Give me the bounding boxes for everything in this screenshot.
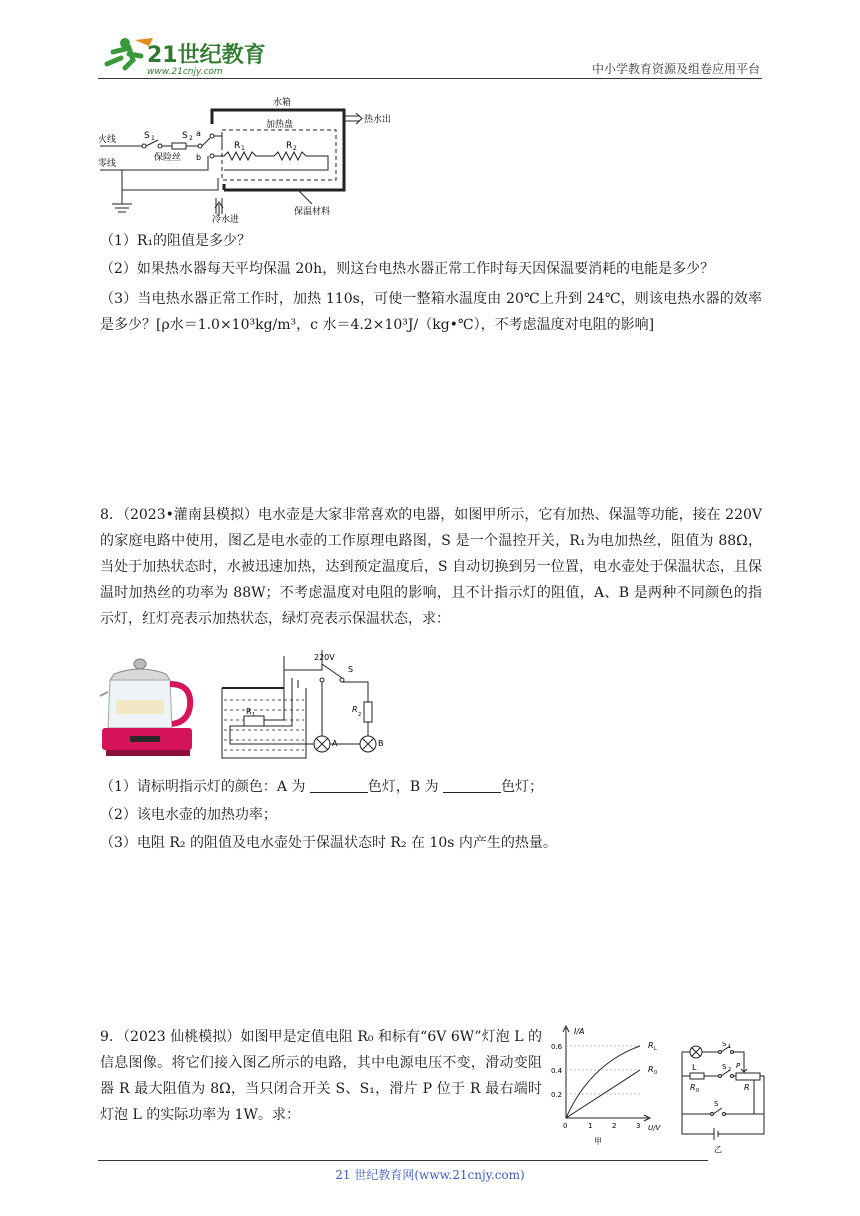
live-wire-label: 火线: [98, 135, 117, 145]
lamp-a-label: A: [332, 739, 338, 748]
curve-r0-sub: 0: [654, 1070, 658, 1076]
header-divider: [98, 78, 762, 79]
lamp-l-label: L: [692, 1063, 697, 1072]
y-tick-0.4: 0.4: [551, 1067, 563, 1075]
electric-kettle-image: [100, 656, 196, 760]
r2-label: R: [286, 141, 293, 151]
kettle-circuit-diagram: [214, 650, 414, 766]
q7-part1: （1）R₁的阻值是多少？: [100, 233, 252, 249]
x-tick-3: 3: [636, 1122, 641, 1130]
answer-blank-a[interactable]: [310, 778, 368, 793]
heating-plate-label: 加热盘: [266, 120, 294, 130]
y-tick-0.2: 0.2: [551, 1091, 563, 1099]
q9-circuit-diagram: [674, 1042, 770, 1154]
switch-s1-label: S: [722, 1042, 727, 1048]
cold-water-in-label: 冷水进: [212, 215, 240, 224]
q8-part1-mid: 色灯，B 为: [367, 779, 439, 795]
neutral-wire-label: 零线: [98, 159, 117, 169]
footer-divider: [98, 1160, 708, 1161]
fuse-label: 保险丝: [154, 153, 182, 163]
x-tick-0: 0: [563, 1122, 568, 1130]
contact-b-label: b: [196, 153, 202, 162]
rheostat-r-label: R: [744, 1083, 750, 1092]
contact-a-label: a: [196, 129, 201, 138]
graph-caption: 甲: [594, 1137, 602, 1146]
r0-label: R: [690, 1083, 696, 1092]
r1-label: R: [246, 707, 252, 716]
switch-s2-sub: 2: [189, 135, 193, 142]
q8-part2: （2）该电水壶的加热功率；: [100, 807, 277, 823]
switch-s1-sub: 1: [728, 1044, 732, 1050]
curve-rl-sub: L: [654, 1046, 657, 1052]
q7-part3: （3）当电热水器正常工作时，加热 110s，可使一整箱水温度由 20℃上升到 24℃，则该电热水器的效率是多少？[ρ水＝1.0×10³kg/m³，c 水＝4.2×10³J/（kg•℃），不考虑温度对电阻的影响]: [100, 291, 762, 333]
logo-url: www.21cnjy.com: [147, 67, 223, 76]
switch-s2-sub: 2: [728, 1067, 732, 1073]
curve-r0-label: R: [648, 1065, 654, 1074]
y-tick-0.6: 0.6: [551, 1043, 563, 1051]
switch-s1-sub: 1: [151, 135, 155, 142]
switch-s-label: S: [714, 1100, 719, 1108]
q8-part3: （3）电阻 R₂ 的阻值及电水壶处于保温状态时 R₂ 在 10s 内产生的热量。: [100, 835, 557, 851]
y-axis-label: I/A: [574, 1027, 585, 1036]
curve-rl-label: R: [648, 1041, 654, 1050]
switch-s2-label: S: [182, 131, 188, 141]
q7-part2: （2）如果热水器每天平均保温 20h，则这台电热水器正常工作时每天因保温要消耗的电能是多少？: [100, 261, 715, 277]
switch-s2-label: S: [722, 1063, 727, 1071]
voltage-label: 220V: [314, 653, 335, 662]
hot-water-out-label: 热水出: [364, 115, 392, 125]
r1-sub: 1: [241, 145, 245, 152]
q8-part1-tail: 色灯；: [501, 779, 544, 795]
footer-text[interactable]: 21 世纪教育网(www.21cnjy.com): [335, 1168, 525, 1182]
x-tick-2: 2: [612, 1122, 617, 1130]
lamp-b-label: B: [378, 739, 384, 748]
r1-sub: 1: [252, 712, 256, 718]
r2-label: R: [352, 705, 358, 714]
x-axis-label: U/V: [648, 1124, 661, 1132]
circuit-caption: 乙: [714, 1145, 722, 1154]
q8-part1: [100, 774, 762, 800]
logo-text: 21世纪教育: [147, 43, 265, 68]
switch-s-label: S: [348, 665, 354, 674]
q9-text: 9．（2023 仙桃模拟）如图甲是定值电阻 R₀ 和标有“6V 6W”灯泡 L 的信息图像。将它们接入图乙所示的电路，其中电源电压不变，滑动变阻器 R 最大阻值为 8Ω，当只闭合开关 S、S₁，滑片 P 位于 R 最右端时灯泡 L 的实际功率为 1W。求：: [100, 1029, 542, 1123]
r2-sub: 2: [358, 712, 362, 718]
slider-p-label: P: [736, 1062, 741, 1070]
site-logo: [95, 34, 265, 76]
answer-blank-b[interactable]: [443, 778, 501, 793]
insulation-label: 保温材料: [294, 207, 331, 217]
water-heater-diagram: [98, 94, 418, 224]
q8-part1-lead: （1）请标明指示灯的颜色：A 为: [100, 779, 306, 795]
platform-name: 中小学教育资源及组卷应用平台: [591, 62, 760, 76]
r0-sub: 0: [696, 1088, 700, 1094]
switch-s1-label: S: [144, 131, 150, 141]
r1-label: R: [234, 141, 241, 151]
iv-graph: [548, 1024, 674, 1154]
r2-sub: 2: [293, 145, 297, 152]
x-tick-1: 1: [588, 1122, 593, 1130]
q8-intro: 8．（2023•灌南县模拟）电水壶是大家非常喜欢的电器，如图甲所示，它有加热、保温等功能，接在 220V 的家庭电路中使用，图乙是电水壶的工作原理电路图，S 是一个温控开关，R₁为电加热丝，阻值为 88Ω，当处于加热状态时，水被迅速加热，达到预定温度后，S 自动切换到另一位置，电水壶处于保温状态，且保温时加热丝的功率为 88W；不考虑温度对电阻的影响，且不计指示灯的阻值，A、B 是两种不同颜色的指示灯，红灯亮表示加热状态，绿灯亮表示保温状态，求：: [100, 507, 762, 627]
water-tank-label: 水箱: [273, 98, 292, 108]
